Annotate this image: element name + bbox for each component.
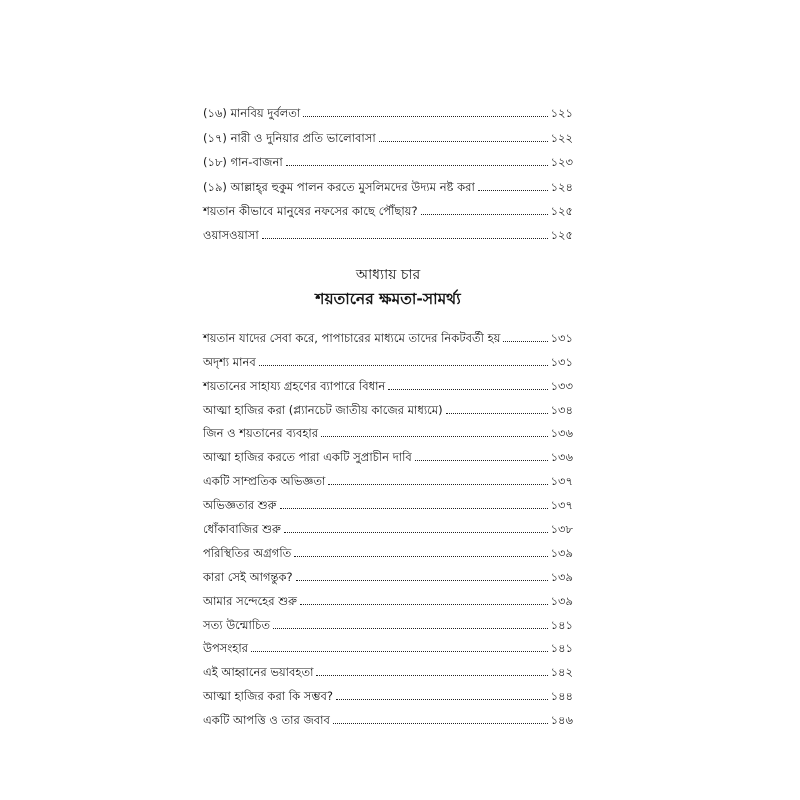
toc-entry [203, 560, 573, 584]
toc-entry [203, 703, 573, 727]
toc-entry [203, 321, 573, 345]
toc-entry [203, 632, 573, 656]
toc-entry-page: ১৩৭ [550, 474, 573, 489]
toc-entry [203, 608, 573, 632]
toc-entry-title: পরিস্থিতির অগ্রগতি [203, 545, 292, 560]
dot-leader [316, 675, 547, 676]
toc-entry-title: জিন ও শয়তানের ব্যবহার [203, 426, 319, 441]
dot-leader [284, 532, 548, 533]
toc-entry-page: ১৩৮ [550, 522, 573, 537]
toc-entry-title: ধোঁকাবাজির শুরু [203, 522, 281, 537]
dot-leader [262, 238, 548, 239]
toc-entry-title: আত্মা হাজির করা (প্ল্যানচেট জাতীয় কাজের মাধ্যমে) [203, 402, 443, 417]
toc-entry [203, 488, 573, 512]
toc-entry [203, 120, 573, 144]
toc-entry-page: ১৪৬ [550, 713, 573, 728]
toc-entry-title: আত্মা হাজির করতে পারা একটি সুপ্রাচীন দাবি [203, 450, 412, 465]
dot-leader [503, 341, 547, 342]
toc-entry-page: ১২১ [550, 106, 573, 121]
toc-entry-title: আমার সন্দেহের শুরু [203, 593, 297, 608]
toc-entry-title: অদৃশ্য মানব [203, 354, 256, 369]
toc-entry [203, 345, 573, 369]
dot-leader [294, 556, 547, 557]
toc-entry [203, 96, 573, 120]
toc-entry-title: (১৬) মানবিয় দুর্বলতা [203, 106, 301, 121]
dot-leader [328, 484, 547, 485]
toc-entry [203, 655, 573, 679]
toc-entry [203, 169, 573, 193]
toc-entry-title: শয়তানের সাহায্য গ্রহণের ব্যাপারে বিধান [203, 378, 386, 393]
toc-entry-title: সত্য উন্মোচিত [203, 617, 270, 632]
dot-leader [388, 389, 547, 390]
toc-entry-title: (১৮) গান-বাজনা [203, 155, 283, 170]
toc-entry-page: ১৩৯ [550, 545, 573, 560]
toc-entry-page: ১৩৪ [550, 402, 573, 417]
toc-entry-title: (১৭) নারী ও দুনিয়ার প্রতি ভালোবাসা [203, 130, 376, 145]
toc-entry-page: ১২৫ [550, 203, 573, 218]
toc-entry-page: ১৩৬ [550, 426, 573, 441]
toc-entry-page: ১৩৭ [550, 498, 573, 513]
toc-section-previous-chapter [203, 96, 573, 242]
toc-entry-page: ১৩৩ [550, 378, 573, 393]
toc-entry-title: একটি সাম্প্রতিক অভিজ্ঞতা [203, 474, 326, 489]
toc-entry-page: ১৪১ [550, 617, 573, 632]
toc-entry [203, 464, 573, 488]
dot-leader [478, 190, 548, 191]
toc-entry [203, 417, 573, 441]
toc-entry-title: অভিজ্ঞতার শুরু [203, 498, 277, 513]
toc-entry-page: ১৩৯ [550, 569, 573, 584]
toc-entry [203, 369, 573, 393]
toc-entry-title: কারা সেই আগন্তুক? [203, 569, 293, 584]
toc-entry-page: ১৩৯ [550, 593, 573, 608]
toc-entry [203, 512, 573, 536]
toc-entry [203, 218, 573, 242]
toc-entry-title: একটি আপত্তি ও তার জবাব [203, 713, 330, 728]
dot-leader [446, 413, 548, 414]
toc-entry-page: ১৪১ [550, 641, 573, 656]
toc-entry-page: ১২৩ [550, 155, 573, 170]
toc-entry-page: ১৩১ [550, 354, 573, 369]
dot-leader [421, 214, 548, 215]
toc-entry-page: ১৩১ [550, 330, 573, 345]
toc-entry-page: ১২৫ [550, 228, 573, 243]
dot-leader [333, 723, 548, 724]
toc-entry-page: ১৪২ [550, 665, 573, 680]
toc-entry-title: এই আহ্বানের ভয়াবহতা [203, 665, 314, 680]
toc-entry [203, 194, 573, 218]
toc-entry-page: ১২২ [550, 130, 573, 145]
toc-entry-title: শয়তান যাদের সেবা করে, পাপাচারের মাধ্যমে তাদের নিকটবর্তী হয় [203, 330, 501, 345]
dot-leader [251, 651, 548, 652]
dot-leader [415, 460, 548, 461]
toc-entry-title: উপসংহার [203, 641, 249, 656]
toc-entry-title: শয়তান কীভাবে মানুষের নফসের কাছে পৌঁছায়? [203, 203, 418, 218]
toc-entry [203, 440, 573, 464]
toc-entry-page: ১২৪ [550, 179, 573, 194]
dot-leader [336, 699, 548, 700]
dot-leader [296, 580, 548, 581]
toc-entry-title: (১৯) আল্লাহ্‌র হুকুম পালন করতে মুসলিমদের উদ্যম নষ্ট করা [203, 179, 475, 194]
dot-leader [300, 604, 548, 605]
toc-entry-page: ১৪৪ [550, 689, 573, 704]
toc-section-chapter-four [203, 321, 573, 727]
toc-entry-title: আত্মা হাজির করা কি সম্ভব? [203, 689, 333, 704]
toc-entry-page: ১৩৬ [550, 450, 573, 465]
dot-leader [303, 116, 547, 117]
dot-leader [273, 628, 548, 629]
dot-leader [280, 508, 548, 509]
toc-entry [203, 679, 573, 703]
dot-leader [259, 365, 548, 366]
dot-leader [286, 165, 548, 166]
toc-entry [203, 393, 573, 417]
toc-entry [203, 145, 573, 169]
dot-leader [321, 436, 548, 437]
chapter-title: শয়তানের ক্ষমতা-সামর্থ্য [315, 290, 461, 308]
toc-entry [203, 584, 573, 608]
toc-entry-title: ওয়াসওয়াসা [203, 228, 259, 243]
chapter-label: আধ্যায় চার [355, 267, 421, 283]
dot-leader [379, 141, 548, 142]
toc-entry [203, 536, 573, 560]
